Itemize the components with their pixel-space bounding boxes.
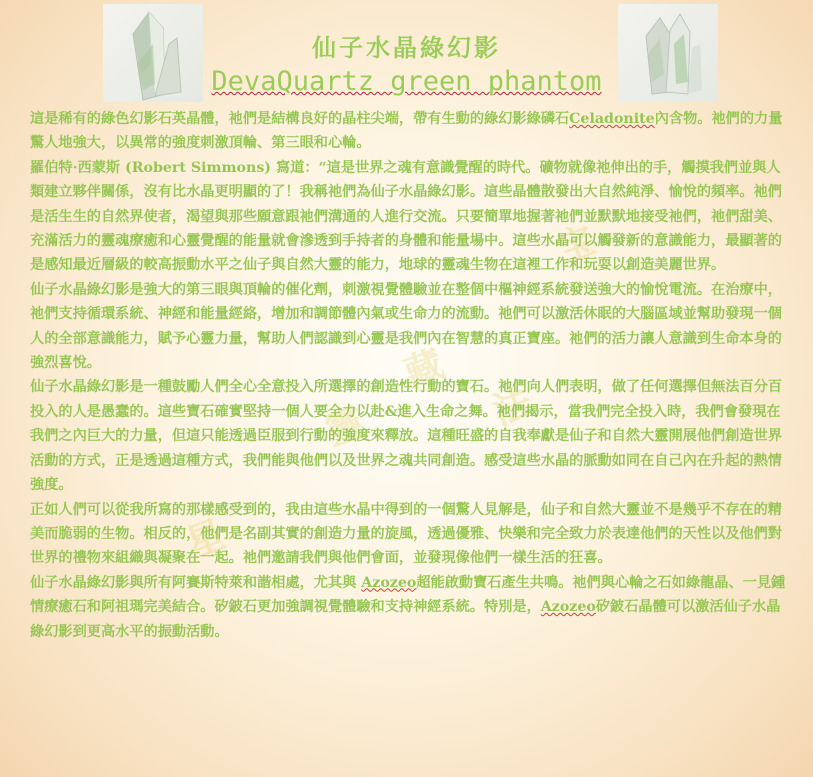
spellcheck-word: Celadonite	[569, 111, 655, 127]
watermark-char: 星	[179, 510, 231, 566]
paragraph: 這是稀有的綠色幻影石英晶體，祂們是結構良好的晶柱尖端，帶有生動的綠幻影綠磷石Celadonite內含物。祂們的力量驚人地強大，以異常的強度刺激頂輪、第三眼和心輪。	[30, 111, 783, 152]
paragraph: 正如人們可以從我所寫的那樣感受到的，我由這些水晶中得到的一個驚人見解是，仙子和自然大靈並不是幾乎不存在的精美而脆弱的生物。相反的，他們是名副其實的創造力量的旋風，透過優雅、快樂和完全致力於表達他們的天性以及他們對世界的禮物來組織與凝聚在一起。祂們邀請我們與他們會面，並發現像他們一樣生活的狂喜。	[30, 501, 782, 567]
page-title: 仙子水晶綠幻影	[312, 33, 501, 62]
watermark-char: 靈	[319, 398, 371, 454]
paragraph: 羅伯特·西蒙斯 (Robert Simmons) 寫道：“這是世界之魂有意識覺醒的時代。礦物就像祂伸出的手，觸摸我們並與人類建立夥伴關係，沒有比水晶更明顯的了！我稱祂們為仙子水晶綠幻影。這些晶體散發出大自然純淨、愉悅的頻率。祂們是活生生的自然界使者，渴望與那些願意跟祂們溝通的人進行交流。只要簡單地握著祂們並默默地接受祂們，祂們甜美、充滿活力的靈魂療癒和心靈覺醒的能量就會滲透到手持者的身體和能量場中。這些水晶可以觸發新的意識能力，最顯著的是感知最近層級的較高振動水平之仙子與自然大靈的能力，地球的靈魂生物在這裡工作和玩耍以創造美麗世界。	[30, 159, 782, 274]
watermark-char: 宝	[549, 216, 601, 272]
page-subtitle: DevaQuartz green phantom	[211, 66, 602, 97]
spellcheck-word: Azozeo	[361, 574, 417, 591]
watermark-char: 藏	[398, 340, 450, 396]
spellcheck-word: Azozeo	[540, 599, 596, 616]
article-body	[30, 107, 790, 644]
paragraph: 仙子水晶綠幻影是一種鼓勵人們全心全意投入所選擇的創造性行動的寶石。祂們向人們表明，做了任何選擇但無法百分百投入的人是愚蠢的。這些寶石確實堅持一個人要全力以赴&進入生命之舞。祂們揭示，當我們完全投入時，我們會發現在我們之內巨大的力量，但這只能透過臣服到行動的強度來釋放。這種旺盛的自我奉獻是仙子和自然大靈開展他們創造世界活動的方式，正是透過這種方式，我們能與他們以及世界之魂共同創造。感受這些水晶的脈動如同在自己內在升起的熱情強度。	[30, 379, 782, 494]
paragraph: 仙子水晶綠幻影與所有阿賽斯特萊和諧相處，尤其與 Azozeo超能啟動寶石產生共鳴。祂們與心輪之石如綠龍晶、一見鍾情療癒石和阿祖瑪完美結合。矽鈹石更加強調視覺體驗和支持神經系統。特別是，Azozeo矽鈹石晶體可以激活仙子水晶綠幻影到更高水平的振動活動。	[30, 574, 786, 640]
paragraph: 仙子水晶綠幻影是強大的第三眼與頂輪的催化劑，刺激視覺體驗並在整個中樞神經系統發送強大的愉悅電流。在治療中，祂們支持循環系統、神經和能量經絡，增加和調節體內氣或生命力的流動。祂們可以激活休眠的大腦區域並幫助發現一個人的全部意識能力，賦予心靈力量，幫助人們認識到心靈是我們內在智慧的真正寶座。祂們的活力讓人意識到生命本身的強烈喜悅。	[30, 281, 782, 372]
watermark-char: 法	[486, 378, 538, 434]
